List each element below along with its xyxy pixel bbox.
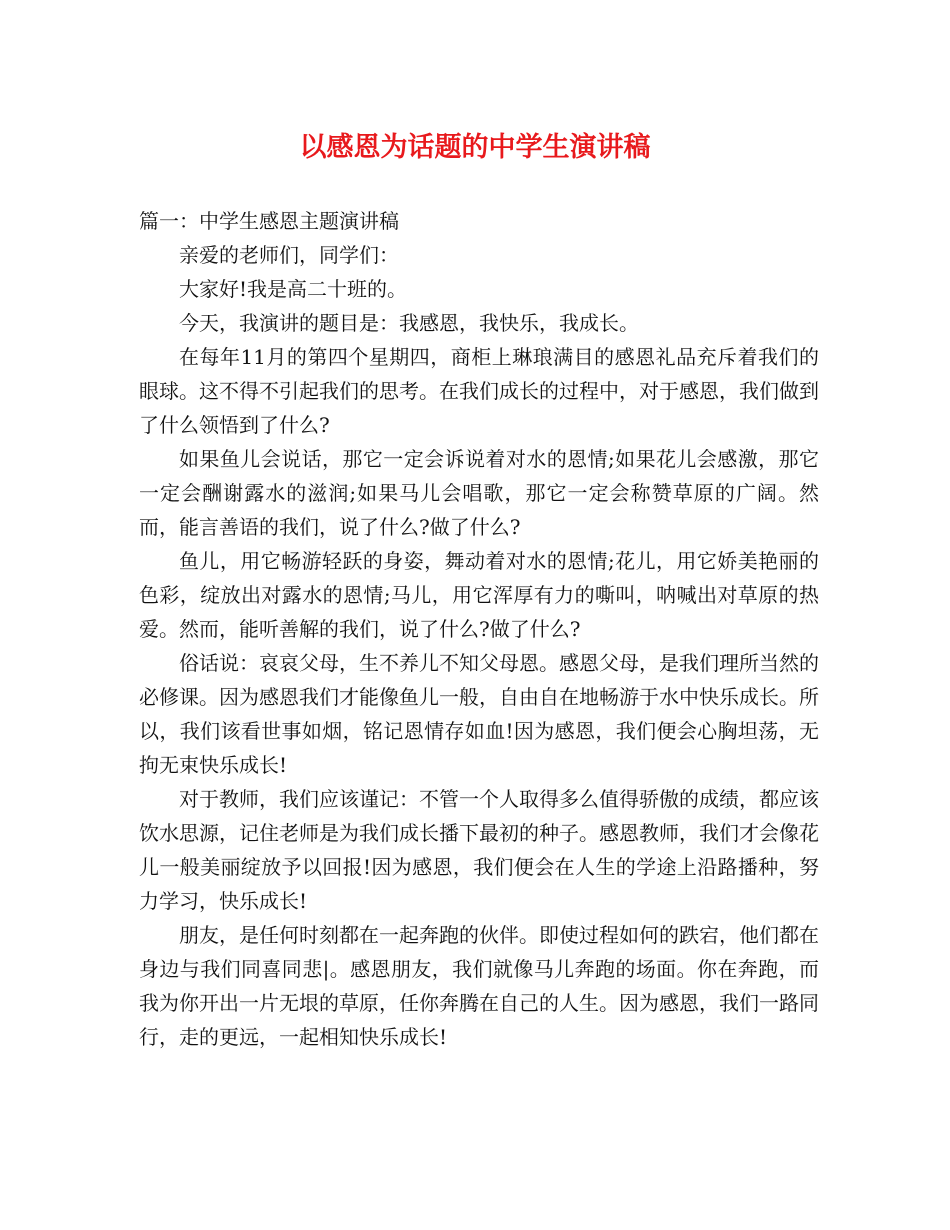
body-paragraph: 对于教师，我们应该谨记：不管一个人取得多么值得骄傲的成绩，都应该饮水思源，记住老师是为我们成长播下最初的种子。感恩教师，我们才会像花儿一般美丽绽放予以回报!因为感恩，我们便会在人生的学途上沿路播种，努力学习，快乐成长!	[139, 787, 819, 913]
document-body	[139, 204, 819, 1054]
body-paragraph: 如果鱼儿会说话，那它一定会诉说着对水的恩情;如果花儿会感激，那它一定会酬谢露水的滋润;如果马儿会唱歌，那它一定会称赞草原的广阔。然而，能言善语的我们，说了什么?做了什么?	[139, 447, 819, 539]
salutation-paragraph: 亲爱的老师们，同学们：	[179, 243, 399, 267]
body-paragraph: 在每年11月的第四个星期四，商柜上琳琅满目的感恩礼品充斥着我们的眼球。这不得不引起我们的思考。在我们成长的过程中，对于感恩，我们做到了什么领悟到了什么?	[139, 345, 819, 437]
topic-paragraph: 今天，我演讲的题目是：我感恩，我快乐，我成长。	[179, 311, 639, 335]
document-title: 以感恩为话题的中学生演讲稿	[299, 132, 651, 163]
body-paragraph: 鱼儿，用它畅游轻跃的身姿，舞动着对水的恩情;花儿，用它娇美艳丽的色彩，绽放出对露水的恩情;马儿，用它浑厚有力的嘶叫，呐喊出对草原的热爱。然而，能听善解的我们，说了什么?做了什么?	[139, 549, 819, 641]
body-paragraph: 俗话说：哀哀父母，生不养儿不知父母恩。感恩父母，是我们理所当然的必修课。因为感恩我们才能像鱼儿一般，自由自在地畅游于水中快乐成长。所以，我们该看世事如烟，铭记恩情存如血!因为感恩，我们便会心胸坦荡，无拘无束快乐成长!	[139, 651, 819, 777]
body-paragraph: 朋友，是任何时刻都在一起奔跑的伙伴。即使过程如何的跌宕，他们都在身边与我们同喜同悲|。感恩朋友，我们就像马儿奔跑的场面。你在奔跑，而我为你开出一片无垠的草原，任你奔腾在自己的人生。因为感恩，我们一路同行，走的更远，一起相知快乐成长!	[139, 923, 819, 1049]
section-heading: 篇一：中学生感恩主题演讲稿	[139, 209, 399, 233]
greeting-paragraph: 大家好!我是高二十班的。	[179, 277, 408, 301]
